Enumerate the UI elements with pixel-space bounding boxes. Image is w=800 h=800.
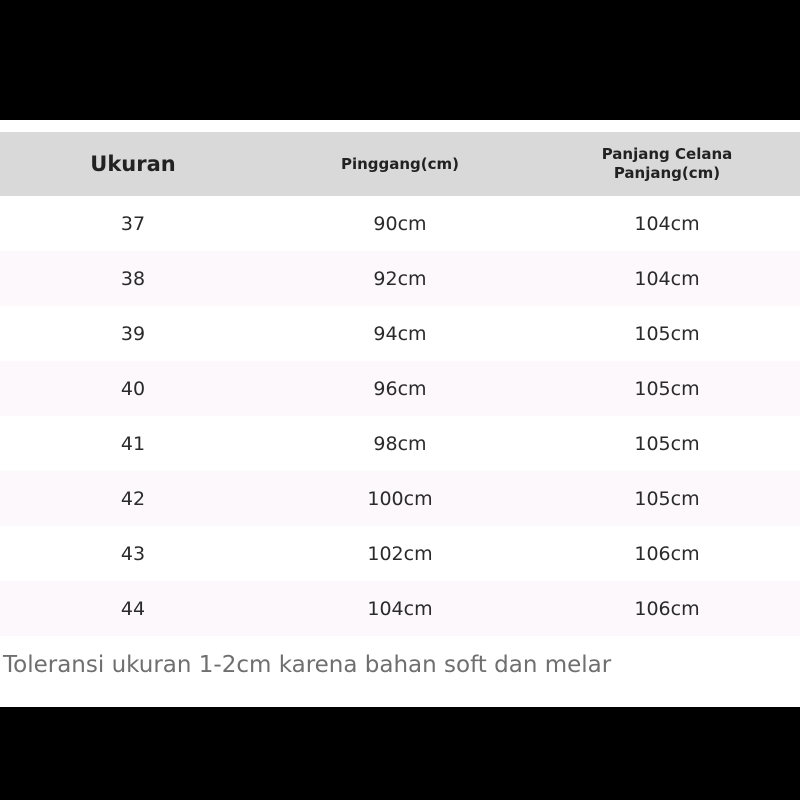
table-row [0,196,800,251]
header-panjang-celana: Panjang Celana Panjang(cm) [601,145,733,182]
table-row [0,526,800,581]
waist-cell: 90cm [373,212,427,235]
length-cell: 104cm [634,212,700,235]
table-row [0,306,800,361]
header-ukuran: Ukuran [90,152,176,176]
table-row [0,251,800,306]
length-cell: 105cm [634,322,700,345]
table-header [0,132,800,196]
waist-cell: 96cm [373,377,427,400]
table-row [0,416,800,471]
size-cell: 42 [120,487,146,510]
size-cell: 44 [120,597,146,620]
size-cell: 41 [120,432,146,455]
length-cell: 106cm [634,542,700,565]
tolerance-note: Toleransi ukuran 1-2cm karena bahan soft dan melar [3,652,612,678]
length-cell: 104cm [634,267,700,290]
length-cell: 105cm [634,432,700,455]
size-cell: 39 [120,322,146,345]
size-cell: 40 [120,377,146,400]
waist-cell: 104cm [367,597,433,620]
waist-cell: 100cm [367,487,433,510]
table-row [0,361,800,416]
length-cell: 106cm [634,597,700,620]
size-cell: 38 [120,267,146,290]
length-cell: 105cm [634,377,700,400]
header-pinggang: Pinggang(cm) [340,155,460,173]
size-chart-card [0,120,800,707]
waist-cell: 92cm [373,267,427,290]
waist-cell: 94cm [373,322,427,345]
size-cell: 43 [120,542,146,565]
waist-cell: 98cm [373,432,427,455]
table-row [0,581,800,636]
waist-cell: 102cm [367,542,433,565]
table-row [0,471,800,526]
size-cell: 37 [120,212,146,235]
length-cell: 105cm [634,487,700,510]
